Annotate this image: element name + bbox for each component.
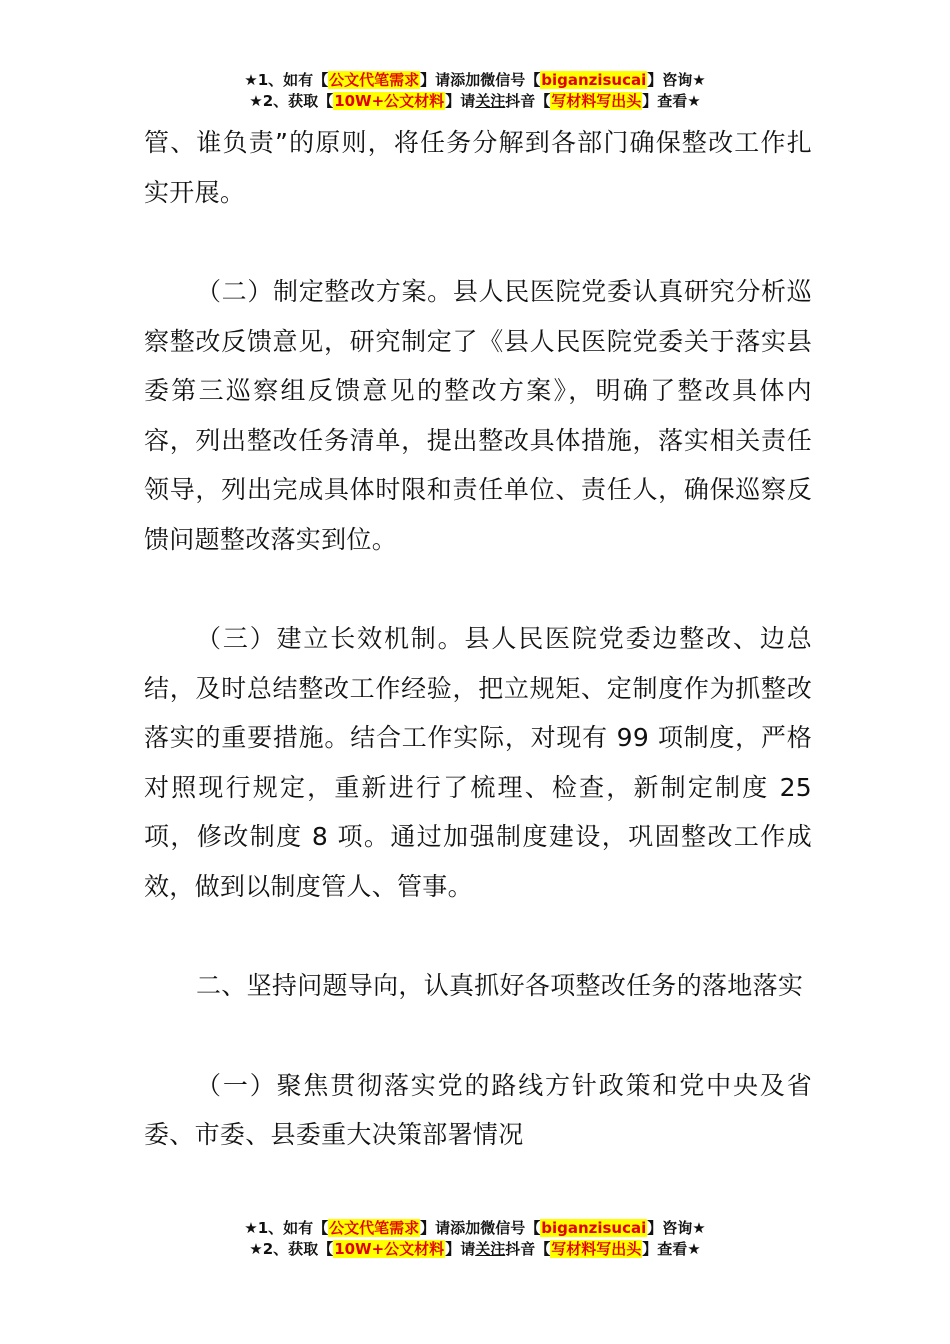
subsection-heading: （一）聚焦贯彻落实党的路线方针政策和党中央及省委、市委、县委重大决策部署情况 — [144, 1070, 812, 1149]
highlight-service: 公文代笔需求 — [329, 71, 420, 89]
banner-text: 加 — [465, 1219, 481, 1237]
section-heading: 二、坚持问题导向，认真抓好各项整改任务的落地落实 — [196, 971, 804, 1000]
banner-bottom — [0, 1218, 950, 1260]
banner-text: 】查看★ — [642, 1240, 701, 1258]
banner-text: 】查看★ — [642, 92, 701, 110]
highlight-douyin-account: 写材料写出头 — [551, 92, 642, 110]
paragraph-gap — [144, 1011, 812, 1061]
highlight-wechat-id: biganzisucai — [541, 1219, 647, 1237]
banner-text: 加 — [465, 71, 481, 89]
banner-text: 】咨询★ — [647, 71, 706, 89]
highlight-douyin-account: 写材料写出头 — [551, 1240, 642, 1258]
banner-line-1 — [0, 70, 950, 91]
banner-text: 关注 — [475, 1240, 506, 1258]
paragraph-gap — [144, 911, 812, 961]
highlight-wechat-id: biganzisucai — [541, 71, 647, 89]
banner-text: 微信号【 — [480, 71, 541, 89]
banner-text: 】请添 — [420, 1219, 466, 1237]
banner-text: 】请添 — [420, 71, 466, 89]
highlight-materials: 10W+公文材料 — [334, 1240, 445, 1258]
document-body — [144, 118, 812, 1160]
banner-line-2 — [0, 91, 950, 112]
highlight-service: 公文代笔需求 — [329, 1219, 420, 1237]
paragraph-plan: （二）制定整改方案。县人民医院党委认真研究分析巡察整改反馈意见，研究制定了《县人民医院党委关于落实县委第三巡察组反馈意见的整改方案》，明确了整改具体内容，列出整改任务清单，提出整改具体措施，落实相关责任领导，列出完成具体时限和责任单位、责任人，确保巡察反馈问题整改落实到位。 — [144, 277, 812, 554]
banner-text: 微信号【 — [480, 1219, 541, 1237]
banner-text: ★2、获取【 — [249, 1240, 334, 1258]
paragraph-gap — [144, 564, 812, 614]
banner-top — [0, 70, 950, 112]
banner-text: 】咨询★ — [647, 1219, 706, 1237]
banner-text: ★1、如有【 — [244, 71, 329, 89]
banner-text: 抖音【 — [505, 92, 551, 110]
banner-text: ★1、如有【 — [244, 1219, 329, 1237]
banner-text: ★2、获取【 — [249, 92, 334, 110]
banner-text: 关注 — [475, 92, 506, 110]
banner-line-1 — [0, 1218, 950, 1239]
paragraph-continued: 管、谁负责”的原则，将任务分解到各部门确保整改工作扎实开展。 — [144, 128, 812, 207]
banner-text: 】请 — [445, 1240, 476, 1258]
highlight-materials: 10W+公文材料 — [334, 92, 445, 110]
paragraph-mechanism: （三）建立长效机制。县人民医院党委边整改、边总结，及时总结整改工作经验，把立规矩、定制度作为抓整改落实的重要措施。结合工作实际，对现有 99 项制度，严格对照现行规定，重新进行了梳理、检查，新制定制度 25 项，修改制度 8 项。通过加强制度建设，巩固整改工作成效，做到以制度管人、管事。 — [144, 624, 812, 901]
banner-text: 抖音【 — [505, 1240, 551, 1258]
banner-text: 】请 — [445, 92, 476, 110]
paragraph-gap — [144, 217, 812, 267]
banner-line-2 — [0, 1239, 950, 1260]
